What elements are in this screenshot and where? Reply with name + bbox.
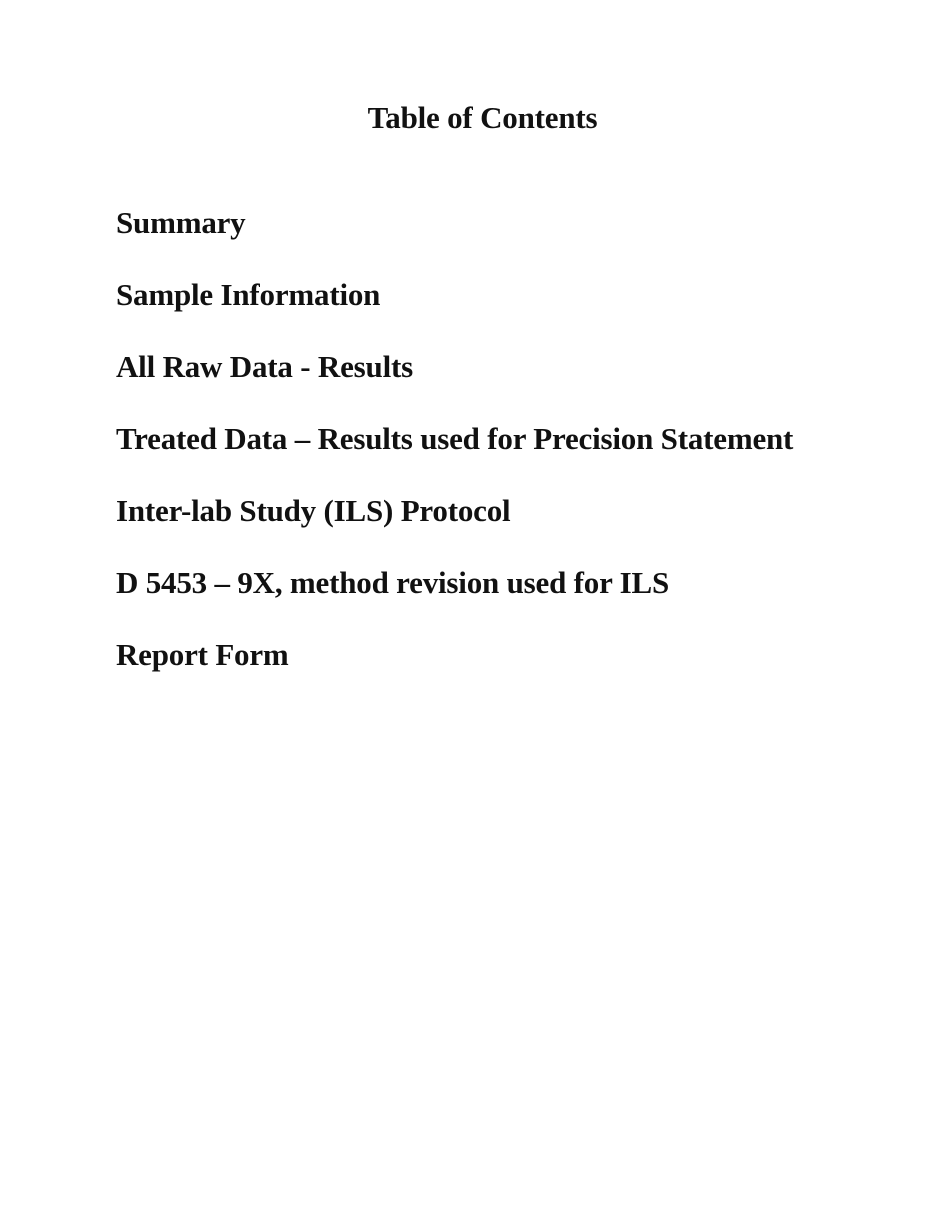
toc-entry-summary: Summary xyxy=(116,205,246,240)
toc-entry-method-revision: D 5453 – 9X, method revision used for ILS xyxy=(116,565,670,600)
toc-entry-report-form: Report Form xyxy=(116,637,289,672)
page-title: Table of Contents xyxy=(367,100,598,135)
toc-entry-treated-data: Treated Data – Results used for Precision Statement xyxy=(116,421,794,456)
toc-entry-ils-protocol: Inter-lab Study (ILS) Protocol xyxy=(116,493,511,528)
table-of-contents xyxy=(116,203,793,707)
toc-entry-sample-information: Sample Information xyxy=(116,277,381,312)
toc-entry-raw-data-results: All Raw Data - Results xyxy=(116,349,413,384)
